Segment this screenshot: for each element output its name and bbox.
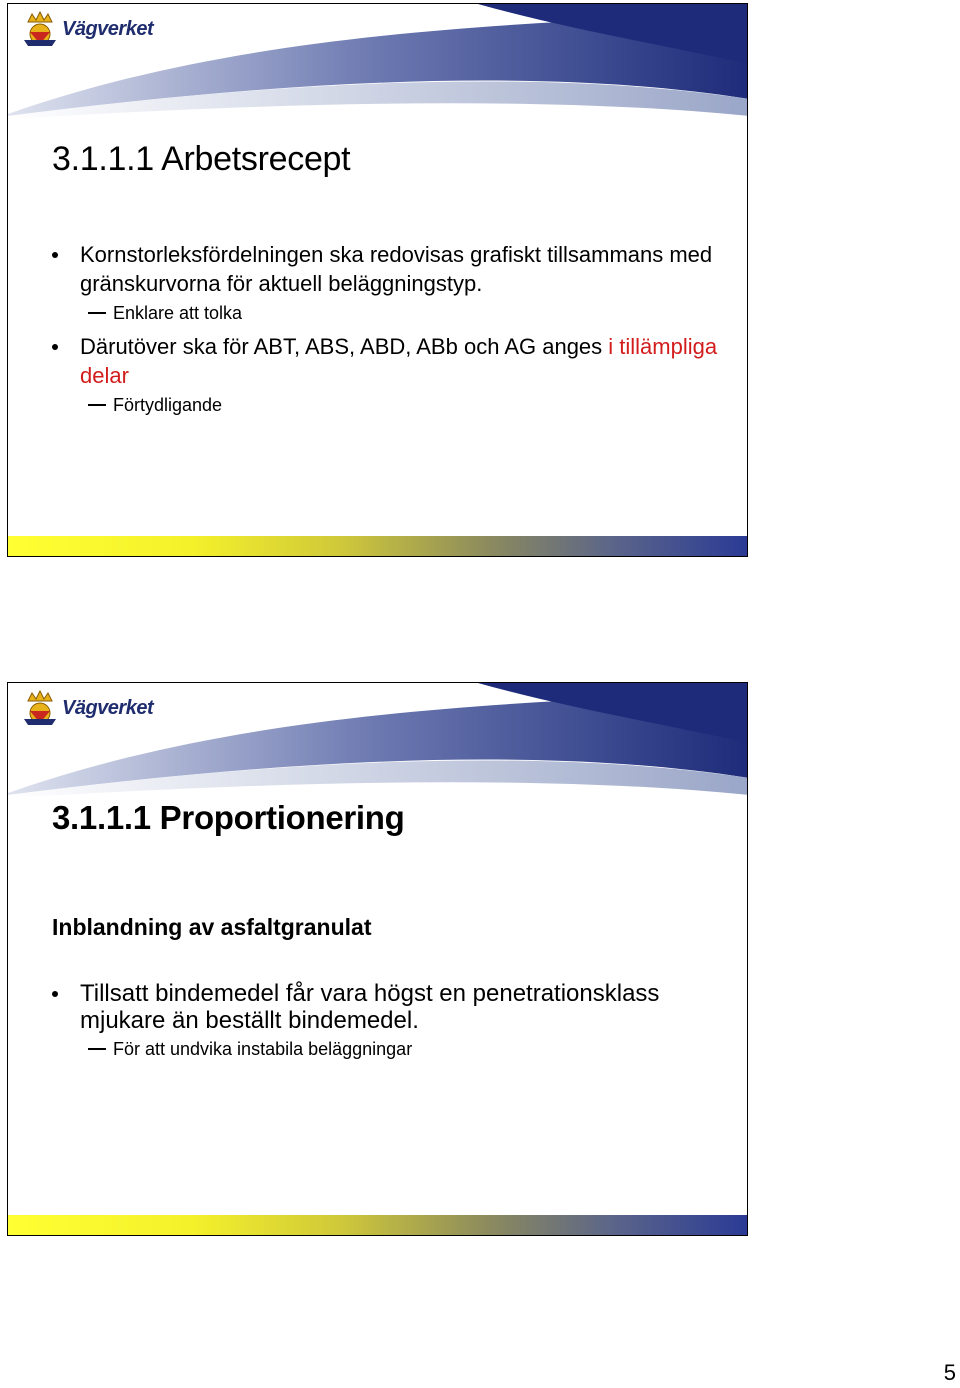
dash-icon — [88, 1048, 106, 1050]
bullet-text: Tillsatt bindemedel får vara högst en penetrationsklass mjukare än beställt bindemedel. — [80, 980, 660, 1034]
gradient-footer-bar — [8, 1215, 748, 1235]
crown-emblem-icon — [22, 10, 58, 48]
bullet-dot-icon — [52, 344, 58, 350]
slide-title: 3.1.1.1 Arbetsrecept — [52, 140, 351, 178]
vagverket-logo — [22, 689, 153, 727]
bullet-dot-icon — [52, 252, 58, 258]
sub-bullet-item — [52, 392, 732, 418]
slide-subheading: Inblandning av asfaltgranulat — [52, 914, 372, 940]
bullet-dot-icon — [52, 991, 58, 997]
gradient-footer-bar — [8, 536, 748, 556]
page-number: 5 — [943, 1360, 956, 1385]
sub-bullet-text: Förtydligande — [113, 395, 223, 415]
sub-bullet-text: Enklare att tolka — [113, 303, 243, 323]
sub-bullet-item — [52, 300, 732, 326]
logo-text: Vägverket — [62, 696, 154, 719]
sub-bullet-item — [52, 1036, 732, 1062]
dash-icon — [88, 312, 106, 314]
bullet-item — [52, 980, 732, 1034]
bullet-text: Kornstorleksfördelningen ska redovisas grafiskt tillsammans med gränskurvorna för aktuell beläggningstyp. — [80, 242, 713, 296]
logo-text: Vägverket — [62, 17, 154, 40]
sub-bullet-text: För att undvika instabila beläggningar — [113, 1039, 413, 1059]
slide-1 — [7, 3, 748, 557]
bullet-text-highlight: i tillämpliga delar — [80, 334, 718, 388]
vagverket-logo — [22, 10, 153, 48]
slide-title: 3.1.1.1 Proportionering — [52, 799, 405, 836]
bullet-text: Därutöver ska för ABT, ABS, ABD, ABb och AG anges — [80, 334, 609, 359]
bullet-item — [52, 332, 732, 390]
bullet-item — [52, 240, 732, 298]
crown-emblem-icon — [22, 689, 58, 727]
slide-body — [52, 240, 732, 424]
slide-2 — [7, 682, 748, 1236]
slide-body — [52, 980, 732, 1068]
dash-icon — [88, 404, 106, 406]
